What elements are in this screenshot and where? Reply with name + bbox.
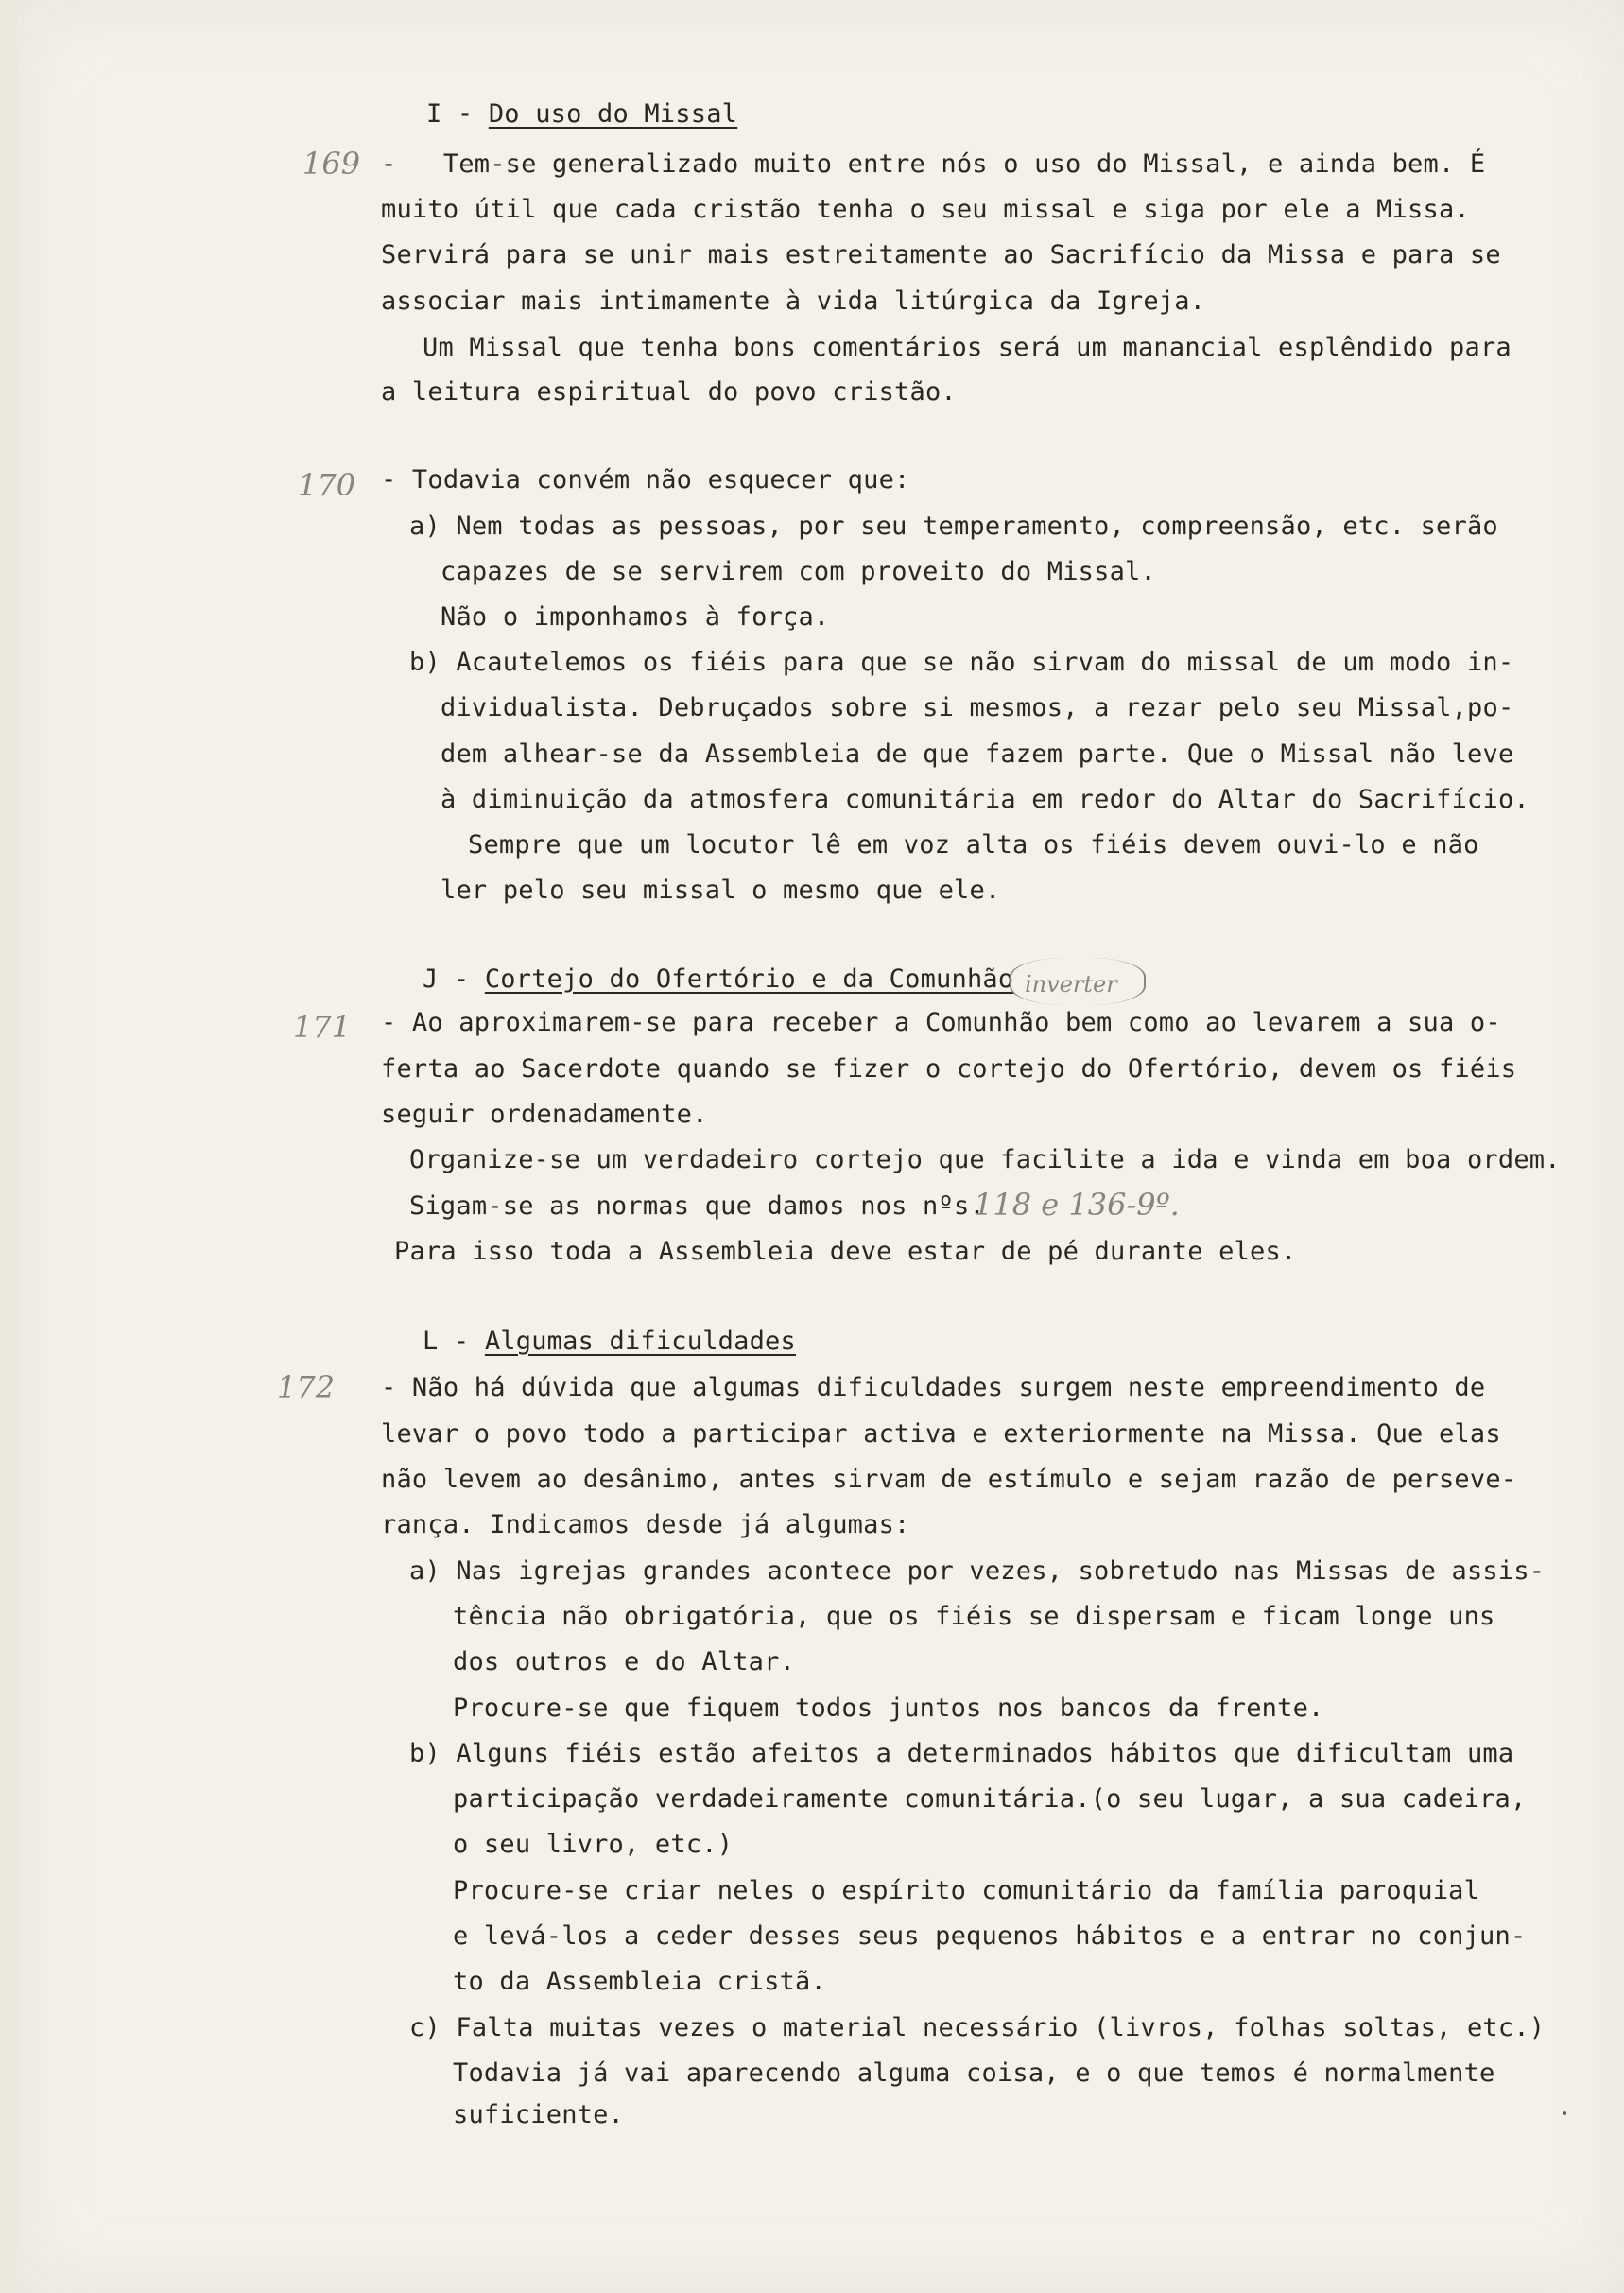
p172-line-12: Procure-se criar neles o espírito comunitário da família paroquial	[453, 1876, 1480, 1905]
margin-number-170: 170	[298, 467, 356, 503]
p172-line-9: b) Alguns fiéis estão afeitos a determinados hábitos que dificultam uma	[409, 1739, 1514, 1768]
p170-line-9: Sempre que um locutor lê em voz alta os fiéis devem ouvi-lo e não	[468, 830, 1479, 860]
section-j-heading: J - Cortejo do Ofertório e da Comunhão	[423, 964, 1014, 994]
margin-note-inverter: inverter	[1025, 971, 1117, 998]
p172-line-1: - Não há dúvida que algumas dificuldades surgem neste empreendimento de	[381, 1373, 1486, 1402]
p170-line-3: capazes de se servirem com proveito do Missal.	[441, 557, 1156, 586]
p172-line-6: tência não obrigatória, que os fiéis se dispersam e ficam longe uns	[453, 1602, 1495, 1631]
p169-line-6: a leitura espiritual do povo cristão.	[381, 377, 957, 407]
p171-line-5: Sigam-se as normas que damos nos nºs.	[409, 1191, 985, 1221]
p172-line-11: o seu livro, etc.)	[453, 1830, 734, 1859]
p172-line-13: e levá-los a ceder desses seus pequenos hábitos e a entrar no conjun-	[453, 1921, 1527, 1951]
p172-line-3: não levem ao desânimo, antes sirvam de estímulo e sejam razão de perseve-	[381, 1465, 1517, 1494]
p172-line-8: Procure-se que fiquem todos juntos nos bancos da frente.	[453, 1694, 1324, 1723]
p170-line-4: Não o imponhamos à força.	[441, 602, 830, 632]
section-l-title: Algumas dificuldades	[484, 1327, 796, 1356]
p172-line-7: dos outros e do Altar.	[453, 1647, 796, 1676]
section-i-title: Do uso do Missal	[488, 99, 738, 129]
p170-line-7: dem alhear-se da Assembleia de que fazem parte. Que o Missal não leve	[441, 739, 1514, 769]
p169-line-2: muito útil que cada cristão tenha o seu missal e siga por ele a Missa.	[381, 195, 1470, 224]
p170-line-6: dividualista. Debruçados sobre si mesmos, a rezar pelo seu Missal,po-	[441, 693, 1514, 722]
p169-line-1: - Tem-se generalizado muito entre nós o uso do Missal, e ainda bem. É	[381, 149, 1486, 179]
p170-line-5: b) Acautelemos os fiéis para que se não sirvam do missal de um modo in-	[409, 648, 1514, 677]
p171-line-3: seguir ordenadamente.	[381, 1100, 708, 1129]
p170-line-8: à diminuição da atmosfera comunitária em redor do Altar do Sacrifício.	[441, 785, 1529, 814]
p171-line-6: Para isso toda a Assembleia deve estar de pé durante eles.	[394, 1237, 1297, 1266]
p172-line-16: Todavia já vai aparecendo alguma coisa, e o que temos é normalmente	[453, 2058, 1495, 2088]
p172-line-2: levar o povo todo a participar activa e exteriormente na Missa. Que elas	[381, 1419, 1501, 1449]
section-l-heading: L - Algumas dificuldades	[423, 1327, 796, 1356]
p171-line-2: ferta ao Sacerdote quando se fizer o cortejo do Ofertório, devem os fiéis	[381, 1054, 1517, 1084]
paper-speck	[1563, 2111, 1566, 2115]
p169-line-3: Servirá para se unir mais estreitamente ao Sacrifício da Missa e para se	[381, 240, 1501, 269]
section-i-heading: I - Do uso do Missal	[426, 99, 738, 129]
p171-line-4: Organize-se um verdadeiro cortejo que facilite a ida e vinda em boa ordem.	[409, 1145, 1561, 1174]
margin-number-169: 169	[302, 146, 361, 182]
p172-line-14: to da Assembleia cristã.	[453, 1967, 826, 1996]
p172-line-17: suficiente.	[453, 2100, 625, 2129]
p172-line-5: a) Nas igrejas grandes acontece por vezes, sobretudo nas Missas de assis-	[409, 1556, 1546, 1586]
p172-line-10: participação verdadeiramente comunitária.(o seu lugar, a sua cadeira,	[453, 1784, 1527, 1814]
p172-line-15: c) Falta muitas vezes o material necessário (livros, folhas soltas, etc.)	[409, 2013, 1546, 2042]
margin-note-refs: 118 e 136-9º.	[974, 1187, 1180, 1223]
p169-line-4: associar mais intimamente à vida litúrgica da Igreja.	[381, 287, 1206, 316]
p170-line-1: - Todavia convém não esquecer que:	[381, 465, 910, 495]
p171-line-1: - Ao aproximarem-se para receber a Comunhão bem como ao levarem a sua o-	[381, 1008, 1501, 1037]
p169-line-5: Um Missal que tenha bons comentários será um manancial esplêndido para	[423, 333, 1512, 362]
margin-number-171: 171	[293, 1009, 352, 1045]
p170-line-2: a) Nem todas as pessoas, por seu temperamento, compreensão, etc. serão	[409, 512, 1498, 541]
margin-number-172: 172	[277, 1369, 336, 1405]
p172-line-4: rança. Indicamos desde já algumas:	[381, 1510, 910, 1539]
p170-line-10: ler pelo seu missal o mesmo que ele.	[441, 876, 1001, 905]
section-j-title: Cortejo do Ofertório e da Comunhão	[484, 964, 1014, 994]
